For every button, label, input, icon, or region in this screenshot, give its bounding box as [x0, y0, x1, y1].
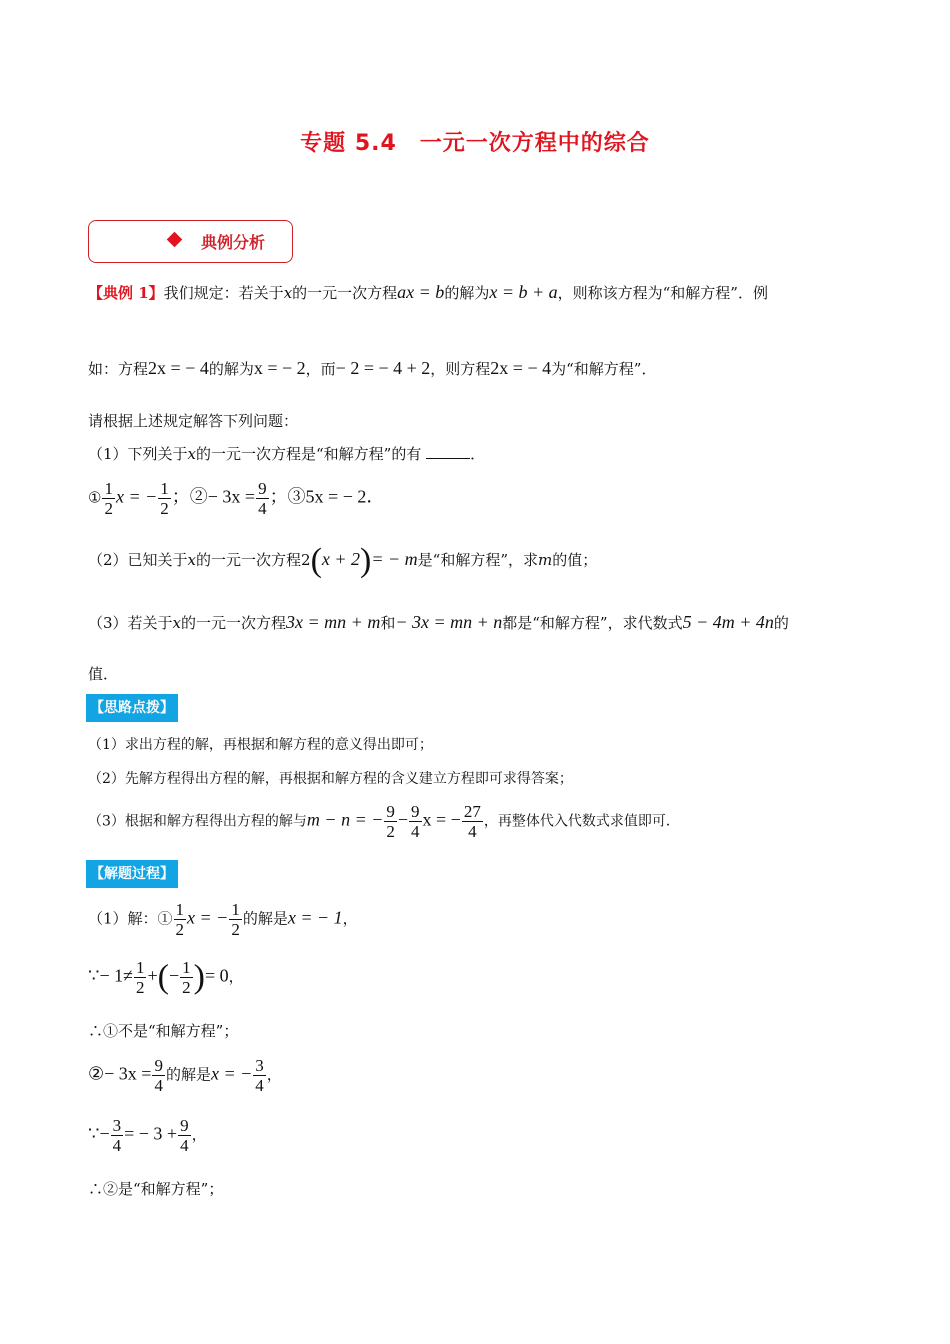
- solution-step-5: ∵− $\frac{3}{4}$ = − 3 + $\frac{9}{4}$ ，: [88, 1116, 207, 1155]
- question-1: （1）下列关于x的一元一次方程是“和解方程”的有 ．: [88, 445, 486, 463]
- fraction: $\frac{9}{4}$: [180, 1116, 189, 1155]
- hints-tag: 【思路点拨】: [86, 694, 178, 722]
- fraction: $\frac{1}{2}$: [135, 958, 145, 997]
- fraction: $\frac{1}{2}$: [231, 900, 240, 939]
- example-intro: 【典例 1】我们规定：若关于x的一元一次方程ax = b的解为x = b + a，则称该方程为“和解方程”．例: [88, 282, 768, 302]
- example-illustration: 如：方程2x = − 4的解为x = − 2，而− 2 = − 4 + 2，则方程2x = − 4为“和解方程”．: [88, 358, 657, 378]
- solution-step-2: ∵− 1≠ $\frac{1}{2}$ +(− $\frac{1}{2}$ )= 0，: [88, 958, 244, 997]
- instruction: 请根据上述规定解答下列问题：: [88, 412, 299, 430]
- section-header-box: [88, 220, 293, 263]
- page-title: 专题 5.4 一元一次方程中的综合: [300, 131, 650, 156]
- solution-step-1: （1）解：① $\frac{1}{2}$ x = − $\frac{1}{2}$ 的解是x = − 1，: [88, 900, 358, 939]
- fraction: $\frac{9}{4}$: [411, 802, 420, 841]
- question-3-cont: 值．: [88, 665, 119, 683]
- fraction: $\frac{9}{4}$: [258, 479, 267, 518]
- solution-step-6: ∴②是“和解方程”；: [88, 1180, 224, 1198]
- diamond-icon: [167, 232, 183, 248]
- hint-3: （3）根据和解方程得出方程的解与m − n = − $\frac{9}{2}$ − $\frac{9}{4}$ x = − $\frac{27}{4}$ ，再整体代入代数式求值即可．: [88, 802, 680, 841]
- fraction: $\frac{1}{2}$: [104, 479, 113, 518]
- fraction: $\frac{3}{4}$: [255, 1056, 264, 1095]
- hint-1: （1）求出方程的解，再根据和解方程的意义得出即可；: [88, 737, 433, 753]
- question-3: （3）若关于x的一元一次方程3x = mn + m和− 3x = mn + n都是“和解方程”，求代数式5 − 4m + 4n的: [88, 612, 789, 632]
- fraction: $\frac{9}{2}$: [386, 802, 395, 841]
- hint-2: （2）先解方程得出方程的解，再根据和解方程的含义建立方程即可求得答案；: [88, 771, 573, 787]
- section-label: 典例分析: [201, 233, 266, 252]
- answer-blank: [426, 444, 470, 459]
- fraction: $\frac{27}{4}$: [463, 802, 481, 841]
- fraction: $\frac{1}{2}$: [182, 958, 191, 997]
- fraction: $\frac{9}{4}$: [154, 1056, 163, 1095]
- solution-step-4: ②− 3x = $\frac{9}{4}$ 的解是x = − $\frac{3}{4}$ ，: [88, 1056, 282, 1095]
- fraction: $\frac{1}{2}$: [175, 900, 185, 939]
- solution-tag: 【解题过程】: [86, 860, 178, 888]
- question-2: （2）已知关于x的一元一次方程2(x + 2)= − m是“和解方程”，求m的值；: [88, 542, 598, 579]
- solution-step-3: ∴①不是“和解方程”；: [88, 1022, 239, 1040]
- fraction: $\frac{1}{2}$: [160, 479, 169, 518]
- question-1-options: ① $\frac{1}{2}$ x = − $\frac{1}{2}$ ；②− 3x = $\frac{9}{4}$ ；③5x = − 2．: [88, 479, 385, 518]
- fraction: $\frac{3}{4}$: [112, 1116, 122, 1155]
